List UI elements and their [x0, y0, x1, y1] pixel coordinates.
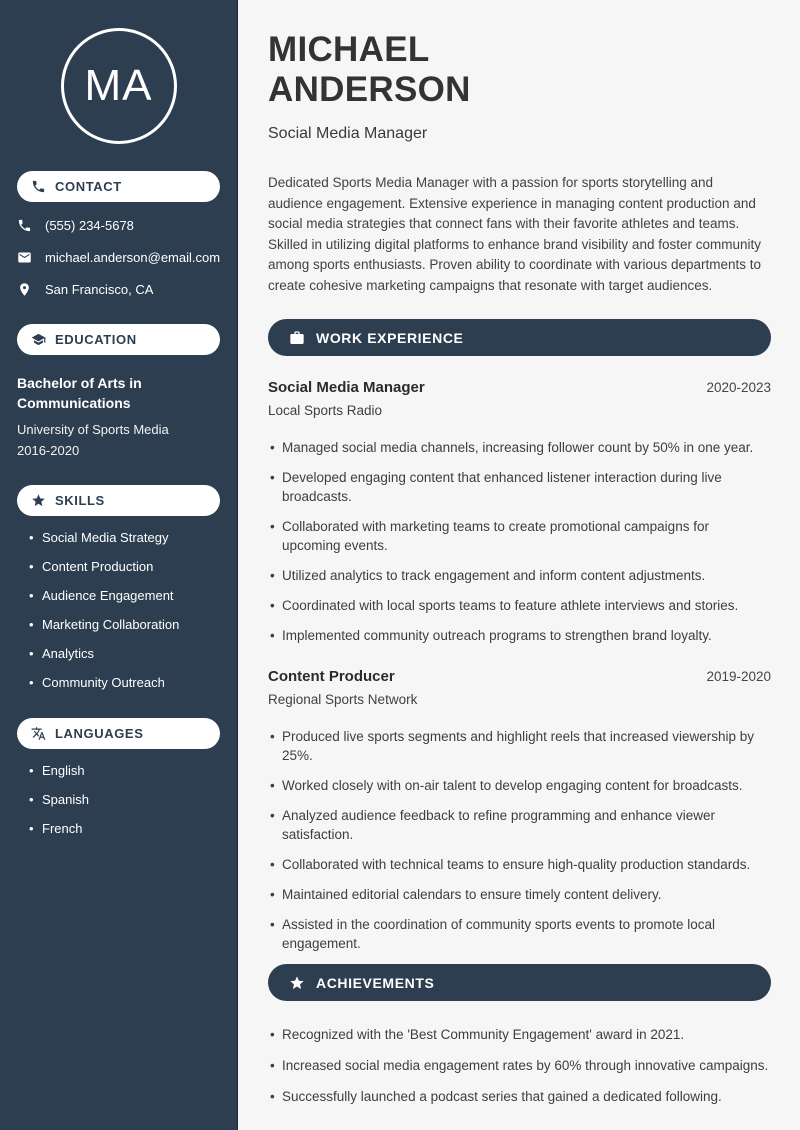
achievements-list — [268, 1025, 771, 1106]
job-title: Social Media Manager — [268, 379, 425, 396]
translate-icon — [31, 726, 46, 741]
job-bullet: • Developed engaging content that enhanced listener interaction during live broadcasts. — [268, 468, 771, 506]
job-company: Regional Sports Network — [268, 692, 418, 707]
profile-summary: Dedicated Sports Media Manager with a passion for sports storytelling and audience engagement. Extensive experience in managing content production and social media strategies that connect fans with their favorite athletes and teams. Skilled in utilizing digital platforms to enhance brand visibility and foster community among sports enthusiasts. Proven ability to coordinate with various departments to create cohesive marketing campaigns that resonate with target audiences. — [268, 175, 762, 293]
languages-section-header — [17, 718, 220, 749]
job-header — [268, 668, 771, 685]
main-content — [238, 0, 800, 1130]
contact-item-phone — [0, 217, 237, 234]
phone-icon — [31, 179, 46, 194]
contact-section-label: CONTACT — [55, 179, 122, 194]
job-company: Local Sports Radio — [268, 403, 383, 418]
work-experience-section-header — [268, 319, 771, 356]
job-bullet: • Managed social media channels, increasing follower count by 50% in one year. — [268, 438, 771, 457]
job-bullet: • Collaborated with marketing teams to create promotional campaigns for upcoming events. — [268, 517, 771, 555]
skill-item: • Social Media Strategy — [29, 530, 220, 545]
job-bullet: • Utilized analytics to track engagement and inform content adjustments. — [268, 566, 771, 585]
degree-name: Bachelor of Arts in Communications — [17, 375, 142, 411]
language-item: • Spanish — [29, 792, 220, 807]
skills-section-label: SKILLS — [55, 493, 105, 508]
education-section-header — [17, 324, 220, 355]
education-section-label: EDUCATION — [55, 332, 137, 347]
job-entry — [268, 379, 771, 645]
phone-icon — [17, 218, 32, 233]
job-bullet: • Implemented community outreach programs to strengthen brand loyalty. — [268, 626, 771, 645]
skill-item: • Audience Engagement — [29, 588, 220, 603]
star-icon — [31, 493, 46, 508]
location-text: San Francisco, CA — [45, 282, 154, 297]
job-bullet: • Coordinated with local sports teams to feature athlete interviews and stories. — [268, 596, 771, 615]
achievements-section-label: ACHIEVEMENTS — [316, 974, 435, 991]
person-name — [268, 30, 771, 110]
work-experience-section-label: WORK EXPERIENCE — [316, 329, 464, 346]
education-years: 2016-2020 — [17, 443, 80, 458]
skill-item: • Marketing Collaboration — [29, 617, 220, 632]
job-bullet: • Assisted in the coordination of community sports events to promote local engagement. — [268, 915, 771, 953]
job-header — [268, 379, 771, 396]
contact-list — [0, 217, 237, 298]
job-title: Content Producer — [268, 668, 395, 685]
graduation-cap-icon — [31, 332, 46, 347]
email-icon — [17, 250, 32, 265]
languages-section-label: LANGUAGES — [55, 726, 144, 741]
phone-number: (555) 234-5678 — [45, 218, 134, 233]
job-bullet: • Maintained editorial calendars to ensure timely content delivery. — [268, 885, 771, 904]
job-bullet-list — [268, 727, 771, 953]
skill-item: • Analytics — [29, 646, 220, 661]
star-icon — [289, 975, 305, 991]
person-last-name: ANDERSON — [268, 70, 471, 109]
job-dates: 2019-2020 — [706, 669, 771, 684]
job-bullet: • Worked closely with on-air talent to develop engaging content for broadcasts. — [268, 776, 771, 795]
school-name: University of Sports Media — [17, 422, 169, 437]
skills-section-header — [17, 485, 220, 516]
contact-item-location — [0, 281, 237, 298]
education-entry — [0, 373, 237, 458]
achievement-item: • Recognized with the 'Best Community Engagement' award in 2021. — [268, 1025, 771, 1044]
language-item: • French — [29, 821, 220, 836]
job-bullet-list — [268, 438, 771, 645]
job-bullet: • Collaborated with technical teams to ensure high-quality production standards. — [268, 855, 771, 874]
sidebar — [0, 0, 238, 1130]
achievement-item: • Successfully launched a podcast series that gained a dedicated following. — [268, 1087, 771, 1106]
skills-list — [0, 530, 237, 690]
contact-item-email — [0, 249, 237, 266]
job-bullet: • Analyzed audience feedback to refine programming and enhance viewer satisfaction. — [268, 806, 771, 844]
email-address: michael.anderson@email.com — [45, 250, 221, 265]
person-first-name: MICHAEL — [268, 30, 430, 69]
contact-section-header — [17, 171, 220, 202]
skill-item: • Community Outreach — [29, 675, 220, 690]
avatar — [61, 28, 177, 144]
job-entry — [268, 668, 771, 953]
achievement-item: • Increased social media engagement rates by 60% through innovative campaigns. — [268, 1056, 771, 1075]
briefcase-icon — [289, 330, 305, 346]
language-item: • English — [29, 763, 220, 778]
languages-list — [0, 763, 237, 836]
person-job-title: Social Media Manager — [268, 125, 428, 142]
avatar-initials: MA — [84, 61, 153, 110]
job-dates: 2020-2023 — [706, 380, 771, 395]
achievements-section-header — [268, 964, 771, 1001]
job-bullet: • Produced live sports segments and highlight reels that increased viewership by 25%. — [268, 727, 771, 765]
skill-item: • Content Production — [29, 559, 220, 574]
location-pin-icon — [17, 282, 32, 297]
